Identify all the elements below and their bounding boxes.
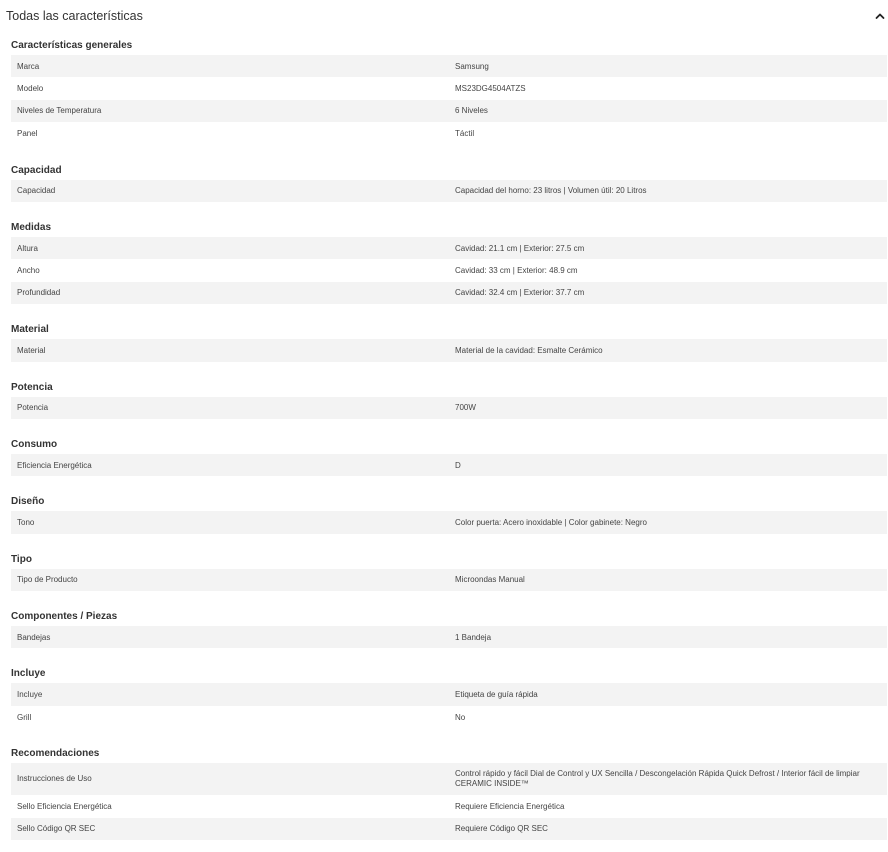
spec-section [0,32,888,157]
spec-row [11,569,887,591]
spec-key: Instrucciones de Uso [11,763,449,795]
spec-row [11,122,887,144]
specs-accordion-header[interactable] [0,0,888,32]
spec-row [11,100,887,122]
section-title: Medidas [11,221,52,233]
spec-value: Cavidad: 32.4 cm | Exterior: 37.7 cm [449,282,887,304]
spec-row [11,180,887,202]
section-title: Características generales [11,40,133,51]
section-spacer [11,304,887,316]
spec-table [11,454,887,476]
spec-row [11,706,887,728]
spec-value: D [449,454,887,476]
spec-row [11,259,887,281]
spec-row [11,55,887,77]
section-spacer [11,534,887,546]
section-title: Capacidad [11,164,62,176]
spec-row [11,763,887,795]
section-title: Diseño [11,496,45,508]
spec-table [11,763,887,840]
spec-row [11,795,887,817]
spec-key: Tono [11,511,449,533]
spec-key: Incluye [11,683,449,705]
section-title: Incluye [11,668,46,680]
spec-value: Etiqueta de guía rápida [449,683,887,705]
spec-key: Altura [11,237,449,259]
spec-sections [0,32,888,852]
section-title: Recomendaciones [11,748,100,760]
spec-value: Color puerta: Acero inoxidable | Color gabinete: Negro [449,511,887,533]
spec-row [11,818,887,840]
spec-section [0,214,888,316]
section-spacer [11,419,887,431]
spec-section [0,316,888,373]
spec-row [11,683,887,705]
spec-key: Material [11,339,449,361]
spec-key: Sello Eficiencia Energética [11,795,449,817]
spec-value: Táctil [449,122,887,144]
spec-table [11,180,887,202]
spec-row [11,397,887,419]
spec-section [0,374,888,431]
spec-key: Bandejas [11,626,449,648]
spec-section [0,740,888,852]
section-spacer [11,362,887,374]
spec-table [11,397,887,419]
spec-section [0,660,888,740]
spec-value: 700W [449,397,887,419]
spec-value: Material de la cavidad: Esmalte Cerámico [449,339,887,361]
spec-value: No [449,706,887,728]
spec-table [11,569,887,591]
section-title: Componentes / Piezas [11,611,118,623]
spec-table [11,339,887,361]
spec-key: Potencia [11,397,449,419]
spec-row [11,511,887,533]
spec-key: Profundidad [11,282,449,304]
spec-section [0,546,888,603]
spec-key: Modelo [11,77,449,99]
section-spacer [11,728,887,740]
spec-value: Capacidad del horno: 23 litros | Volumen útil: 20 Litros [449,180,887,202]
spec-value: Microondas Manual [449,569,887,591]
section-spacer [11,648,887,660]
spec-section [0,603,888,660]
spec-value: Control rápido y fácil Dial de Control y UX Sencilla / Descongelación Rápida Quick Defrost / Interior fácil de limpiar CERAMIC INSIDE™ [449,763,887,795]
spec-value: Cavidad: 21.1 cm | Exterior: 27.5 cm [449,237,887,259]
spec-table [11,511,887,533]
section-title: Potencia [11,381,53,393]
spec-key: Ancho [11,259,449,281]
spec-section [0,488,888,545]
spec-section [0,431,888,488]
spec-table [11,626,887,648]
spec-table [11,55,887,145]
spec-row [11,237,887,259]
spec-key: Tipo de Producto [11,569,449,591]
section-spacer [11,145,887,157]
section-spacer [11,202,887,214]
spec-table [11,683,887,728]
spec-key: Marca [11,55,449,77]
section-spacer [11,591,887,603]
section-spacer [11,840,887,852]
spec-row [11,282,887,304]
spec-row [11,339,887,361]
section-title: Tipo [11,553,32,565]
spec-value: Samsung [449,55,887,77]
spec-section [0,157,888,214]
spec-value: 1 Bandeja [449,626,887,648]
spec-value: MS23DG4504ATZS [449,77,887,99]
spec-value: Cavidad: 33 cm | Exterior: 48.9 cm [449,259,887,281]
spec-key: Eficiencia Energética [11,454,449,476]
spec-key: Sello Código QR SEC [11,818,449,840]
spec-row [11,454,887,476]
spec-key: Panel [11,122,449,144]
spec-row [11,626,887,648]
section-title: Consumo [11,438,58,450]
spec-value: Requiere Eficiencia Energética [449,795,887,817]
spec-key: Capacidad [11,180,449,202]
spec-value: Requiere Código QR SEC [449,818,887,840]
spec-key: Niveles de Temperatura [11,100,449,122]
section-spacer [11,476,887,488]
section-title: Material [11,324,49,336]
chevron-up-icon[interactable] [874,10,886,22]
spec-table [11,237,887,304]
spec-row [11,77,887,99]
spec-key: Grill [11,706,449,728]
specs-title: Todas las características [6,9,143,23]
spec-value: 6 Niveles [449,100,887,122]
